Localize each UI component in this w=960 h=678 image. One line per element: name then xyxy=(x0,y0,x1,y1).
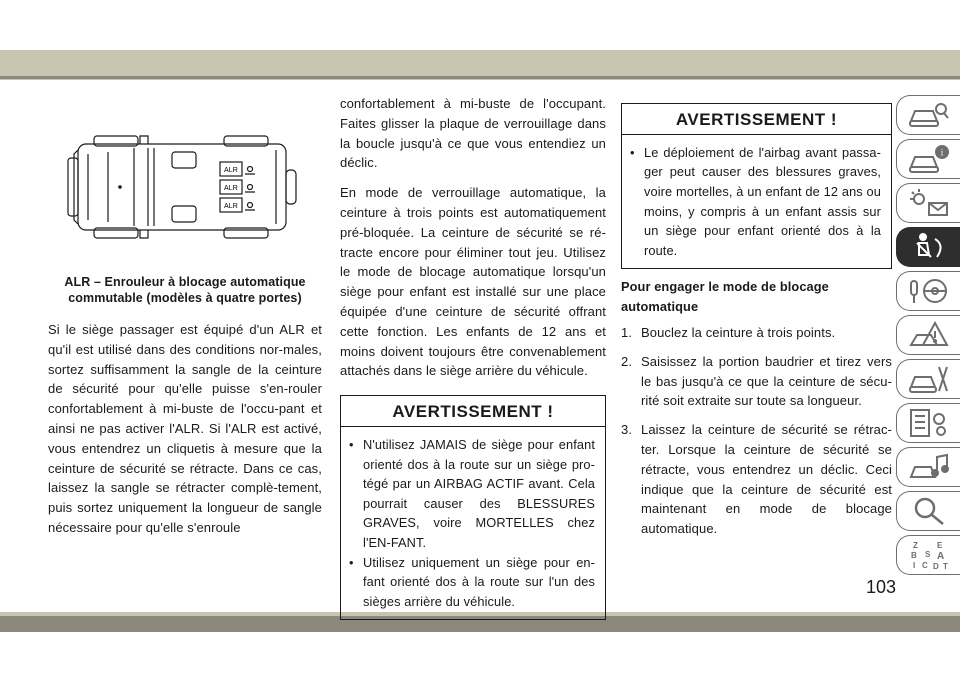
column-2 xyxy=(340,94,606,620)
paragraph: Si le siège passager est équipé d'un ALR et qu'il est utilisé dans des conditions nor-males, sortez suffisamment la sangle de la ceinture de sécurité pour qu'elle puisse s'en-rouler confortablement à mi-buste de l'occu-pant et ainsi ne pas activer l'ALR. Si l'ALR est activé, vous entendrez un cliquetis à mesure que la ceinture de sécurité se rétracte. Dans ce cas, laissez la sangle se rétracter complè-tement, puis sortez uniquement la longueur de sangle nécessaire pour qu'elle s'enroule xyxy=(48,322,322,535)
header-band xyxy=(0,50,960,80)
index-letter: C xyxy=(921,561,928,570)
search-magnifier-icon xyxy=(907,495,951,527)
paragraph: confortablement à mi-buste de l'occupant. Faites glisser la plaque de verrouillage dans la boucle jusqu'à ce que vous entendiez un déclic. xyxy=(340,96,606,171)
step-number: 3. xyxy=(621,422,633,438)
alr-label: ALR xyxy=(224,185,238,192)
step-number: 1. xyxy=(621,324,633,340)
step-text: Bouclez la ceinture à trois points. xyxy=(641,324,836,340)
tab-index[interactable] xyxy=(896,535,960,575)
index-letter: A xyxy=(936,551,944,562)
vehicle-diagram xyxy=(48,92,322,272)
chapter-tabs xyxy=(896,95,960,579)
tab-car-info[interactable] xyxy=(896,139,960,179)
steps-list xyxy=(621,323,892,539)
tab-car-search[interactable] xyxy=(896,95,960,135)
tab-search[interactable] xyxy=(896,491,960,531)
steering-wheel-key-icon xyxy=(907,275,951,307)
car-tools-icon xyxy=(907,363,951,395)
index-letter: S xyxy=(924,550,930,559)
index-letter: B xyxy=(910,551,917,560)
step-number: 2. xyxy=(621,353,633,369)
warning-list xyxy=(341,427,605,619)
alr-label: ALR xyxy=(224,203,238,210)
alr-label: ALR xyxy=(224,167,238,174)
paragraph: En mode de verrouillage automatique, la ceinture à trois points est automatiquement pré-bloquée. La ceinture de sécurité se ré-tracte encore pour éliminer tout jeu. Utilisez le mode de blocage automatique lorsqu'un siège pour enfant est installé sur une place équipée d'une ceinture de sécurité offrant cette fonction. Les enfants de 12 ans et moins doivent toujours être convenablement attachés dans le siège arrière du véhicule. xyxy=(340,185,606,379)
index-letter: D xyxy=(932,562,939,571)
vehicle-top-view-figure xyxy=(48,92,322,272)
index-letter: T xyxy=(942,562,948,571)
index-letter: Z xyxy=(912,541,918,550)
column-1 xyxy=(48,92,322,548)
column-3 xyxy=(621,103,892,548)
car-search-icon xyxy=(907,99,951,131)
page-number: 103 xyxy=(865,577,896,597)
warning-item: • N'utilisez JAMAIS de siège pour enfant orienté dos à la route sur un siège pro-tégé par un AIRBAG ACTIF avant. Cela pourrait causer des BLESSURES GRAVES, voire MORTELLES chez l'EN-FANT. xyxy=(349,435,595,553)
warning-title: AVERTISSEMENT ! xyxy=(341,396,605,427)
step-item xyxy=(621,352,892,411)
step-item xyxy=(621,420,892,539)
tab-maintenance[interactable] xyxy=(896,403,960,443)
step-text: Saisissez la portion baudrier et tirez vers le bas jusqu'à ce que la ceinture de sécu-rité soit extraite sur toute sa longueur. xyxy=(641,353,892,409)
roadside-warning-icon xyxy=(907,319,951,351)
warning-item: • Le déploiement de l'airbag avant passa-ger peut causer des blessures graves, voire mortelles, à un enfant de 12 ans ou moins, y compris à un enfant assis sur un siège pour enfant orienté dos à la route. xyxy=(630,143,881,261)
seatbelt-airbag-icon xyxy=(907,231,951,263)
warning-box xyxy=(340,395,606,620)
alphabetical-index-icon xyxy=(907,539,951,571)
figure-caption: ALR – Enrouleur à blocage automatique commutable (modèles à quatre portes) xyxy=(64,275,306,305)
warning-list xyxy=(622,135,891,269)
multimedia-note-icon xyxy=(907,451,951,483)
maintenance-list-icon xyxy=(907,407,951,439)
car-info-icon xyxy=(907,143,951,175)
warning-box xyxy=(621,103,892,269)
tab-steering-key[interactable] xyxy=(896,271,960,311)
index-letter: E xyxy=(936,541,942,550)
step-item xyxy=(621,323,892,343)
warning-title: AVERTISSEMENT ! xyxy=(622,104,891,135)
warning-lights-message-icon xyxy=(907,187,951,219)
tab-seatbelt-airbag[interactable] xyxy=(896,227,960,267)
tab-warning-lights[interactable] xyxy=(896,183,960,223)
tab-roadside[interactable] xyxy=(896,315,960,355)
step-text: Laissez la ceinture de sécurité se rétrac-ter. Lorsque la ceinture de sécurité se rétracte, vous entendrez un déclic. Ceci indique que la ceinture de sécurité est maintenant en mode de blocage automatique. xyxy=(641,422,892,537)
tab-multimedia[interactable] xyxy=(896,447,960,487)
index-letter: I xyxy=(912,561,915,570)
svg-text:i: i xyxy=(940,147,943,158)
warning-item: • Utilisez uniquement un siège pour en-fant orienté dos à la route sur l'un des sièges arrière du véhicule. xyxy=(349,553,595,612)
section-subheading: Pour engager le mode de blocage automatique xyxy=(621,279,829,315)
tab-car-tools[interactable] xyxy=(896,359,960,399)
